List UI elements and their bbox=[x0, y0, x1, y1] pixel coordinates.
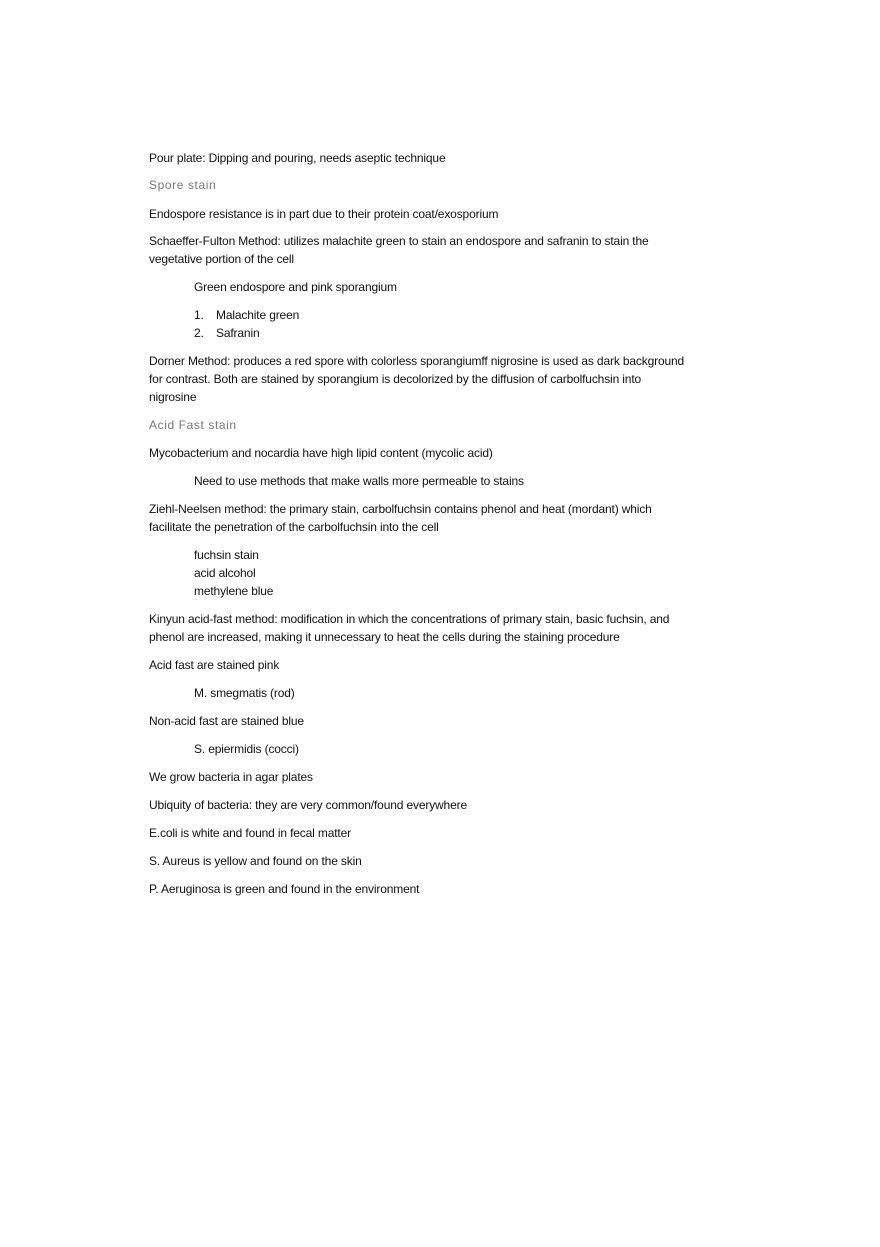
indented-acid-alcohol: acid alcohol bbox=[194, 566, 256, 580]
list-number: 1. bbox=[194, 308, 204, 322]
indented-fuchsin: fuchsin stain bbox=[194, 548, 259, 562]
indented-epiermidis: S. epiermidis (cocci) bbox=[194, 742, 299, 756]
paragraph-aeruginosa: P. Aeruginosa is green and found in the environment bbox=[149, 882, 420, 896]
paragraph-dorner-line1: Dorner Method: produces a red spore with colorless sporangiumff nigrosine is used as dark background bbox=[149, 354, 685, 368]
paragraph-ziehl-line2: facilitate the penetration of the carbolfuchsin into the cell bbox=[149, 520, 439, 534]
paragraph-ziehl-line1: Ziehl-Neelsen method: the primary stain, carbolfuchsin contains phenol and heat (mordant) which bbox=[149, 502, 652, 516]
paragraph-pour-plate: Pour plate: Dipping and pouring, needs aseptic technique bbox=[149, 151, 446, 165]
heading-acid-fast-stain: Acid Fast stain bbox=[149, 418, 237, 432]
paragraph-ubiquity: Ubiquity of bacteria: they are very common/found everywhere bbox=[149, 798, 467, 812]
paragraph-aureus: S. Aureus is yellow and found on the skin bbox=[149, 854, 362, 868]
indented-methylene: methylene blue bbox=[194, 584, 274, 598]
indented-need-methods: Need to use methods that make walls more permeable to stains bbox=[194, 474, 524, 488]
list-text: Malachite green bbox=[216, 308, 300, 322]
paragraph-schaeffer-line1: Schaeffer-Fulton Method: utilizes malachite green to stain an endospore and safranin to stain the bbox=[149, 234, 649, 248]
list-text: Safranin bbox=[216, 326, 260, 340]
paragraph-mycobacterium: Mycobacterium and nocardia have high lipid content (mycolic acid) bbox=[149, 446, 493, 460]
heading-spore-stain: Spore stain bbox=[149, 178, 217, 192]
paragraph-kinyun-line1: Kinyun acid-fast method: modification in which the concentrations of primary stain, basic fuchsin, and bbox=[149, 612, 670, 626]
paragraph-endospore: Endospore resistance is in part due to their protein coat/exosporium bbox=[149, 207, 499, 221]
indented-smegmatis: M. smegmatis (rod) bbox=[194, 686, 295, 700]
paragraph-non-acid: Non-acid fast are stained blue bbox=[149, 714, 304, 728]
paragraph-schaeffer-line2: vegetative portion of the cell bbox=[149, 252, 294, 266]
list-number: 2. bbox=[194, 326, 204, 340]
paragraph-ecoli: E.coli is white and found in fecal matter bbox=[149, 826, 351, 840]
paragraph-agar: We grow bacteria in agar plates bbox=[149, 770, 313, 784]
indented-green-endospore: Green endospore and pink sporangium bbox=[194, 280, 397, 294]
paragraph-kinyun-line2: phenol are increased, making it unnecessary to heat the cells during the staining procedure bbox=[149, 630, 620, 644]
paragraph-dorner-line2: for contrast. Both are stained by sporangium is decolorized by the diffusion of carbolfuchsin into bbox=[149, 372, 642, 386]
paragraph-dorner-line3: nigrosine bbox=[149, 390, 197, 404]
paragraph-acid-pink: Acid fast are stained pink bbox=[149, 658, 280, 672]
